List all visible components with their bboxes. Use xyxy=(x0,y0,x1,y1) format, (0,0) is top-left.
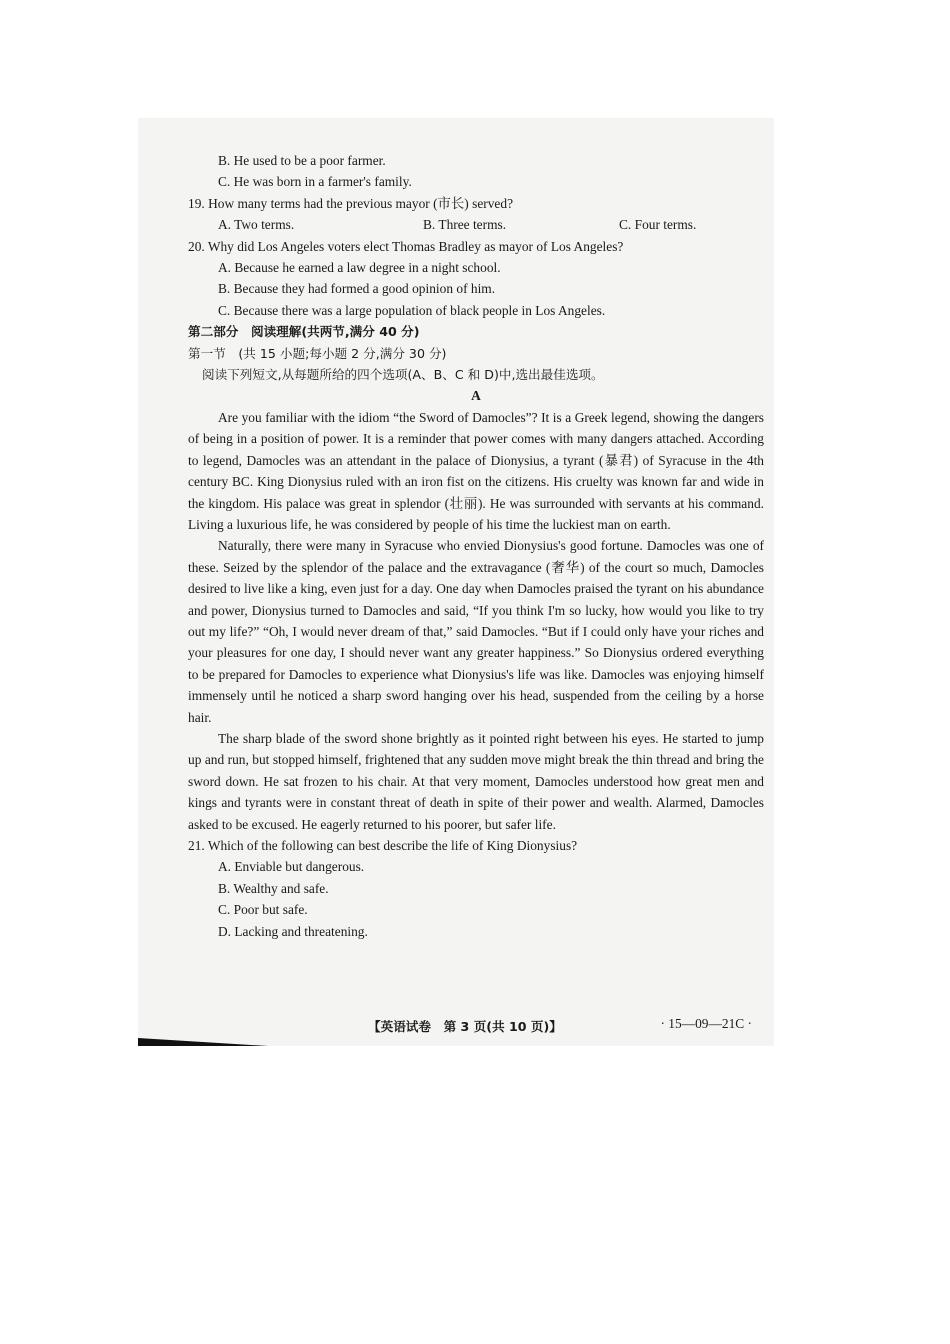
section1-heading: 第一节 (共 15 小题;每小题 2 分,满分 30 分) xyxy=(188,345,447,361)
q20-stem: 20. Why did Los Angeles voters elect Thomas Bradley as mayor of Los Angeles? xyxy=(188,238,624,254)
q21-option-c: C. Poor but safe. xyxy=(218,902,308,918)
page-footer xyxy=(138,1010,774,1046)
passage-paragraph-1: Are you familiar with the idiom “the Sword of Damocles”? It is a Greek legend, showing the dangers of being in a position of power. It is a reminder that power comes with many dangers attached. According to legend, Damocles was an attendant in the palace of Dionysius, a tyrant (暴君) of Syracuse in the 4th century BC. King Dionysius ruled with an iron fist on the citizens. His cruelty was known far and wide in the kingdom. His palace was great in splendor (壮丽). He was surrounded with servants at his command. Living a luxurious life, he was considered by people of his time the luckiest man on earth. xyxy=(188,409,764,532)
q21-stem: 21. Which of the following can best describe the life of King Dionysius? xyxy=(188,838,578,853)
q19-option-a: A. Two terms. xyxy=(218,217,295,233)
part2-heading: 第二部分 阅读理解(共两节,满分 40 分) xyxy=(188,324,420,340)
passage-paragraph-3: The sharp blade of the sword shone brightly as it pointed right between his eyes. He started to jump up and run, but stopped himself, frightened that any sudden move might break the thin thread and bring the sword down. He sat frozen to his chair. At that very moment, Damocles understood how great men and kings and tyrants were in constant threat of death in spite of their power and wealth. Alarmed, Damocles asked to be excused. He eagerly returned to his poorer, but safer life. xyxy=(188,730,764,832)
q18-option-b: B. He used to be a poor farmer. xyxy=(218,153,386,168)
passage-paragraph-2: Naturally, there were many in Syracuse who envied Dionysius's good fortune. Damocles was one of these. Seized by the splendor of the palace and the extravagance (奢华) of the court so much, Damocles desired to live like a king, even just for a day. One day when Damocles praised the tyrant on his abundance and power, Dionysius turned to Damocles and said, “If you think I'm so lucky, how would you like to try out my life?” “Oh, I would never dream of that,” said Damocles. “But if I could only have your riches and your pleasures for one day, I should never want any greater happiness.” So Dionysius ordered everything to be prepared for Damocles to experience what Dionysius's life was like. Damocles was enjoying himself immensely until he noticed a sharp sword hanging over his head, suspended from the ceiling by a horse hair. xyxy=(188,538,764,725)
q21-option-d: D. Lacking and threatening. xyxy=(218,923,368,939)
reading-instruction: 阅读下列短文,从每题所给的四个选项(A、B、C 和 D)中,选出最佳选项。 xyxy=(202,367,604,383)
q18-option-c: C. He was born in a farmer's family. xyxy=(218,174,412,190)
q19-options xyxy=(188,214,764,235)
q19-option-b: B. Three terms. xyxy=(423,217,507,233)
q20-option-c: C. Because there was a large population of black people in Los Angeles. xyxy=(218,302,606,318)
q19-stem: 19. How many terms had the previous mayor (市长) served? xyxy=(188,195,514,211)
q20-option-a: A. Because he earned a law degree in a night school. xyxy=(218,260,501,276)
q19-option-c: C. Four terms. xyxy=(619,217,697,233)
footer-page-title: 【英语试卷 第 3 页(共 10 页)】 xyxy=(368,1019,562,1034)
page-content xyxy=(188,150,764,942)
q20-option-b: B. Because they had formed a good opinion of him. xyxy=(218,281,496,297)
q21-option-b: B. Wealthy and safe. xyxy=(218,880,329,896)
passage-label: A xyxy=(471,388,481,404)
footer-exam-code: · 15—09—21C · xyxy=(660,1016,752,1031)
q21-option-a: A. Enviable but dangerous. xyxy=(218,859,365,875)
